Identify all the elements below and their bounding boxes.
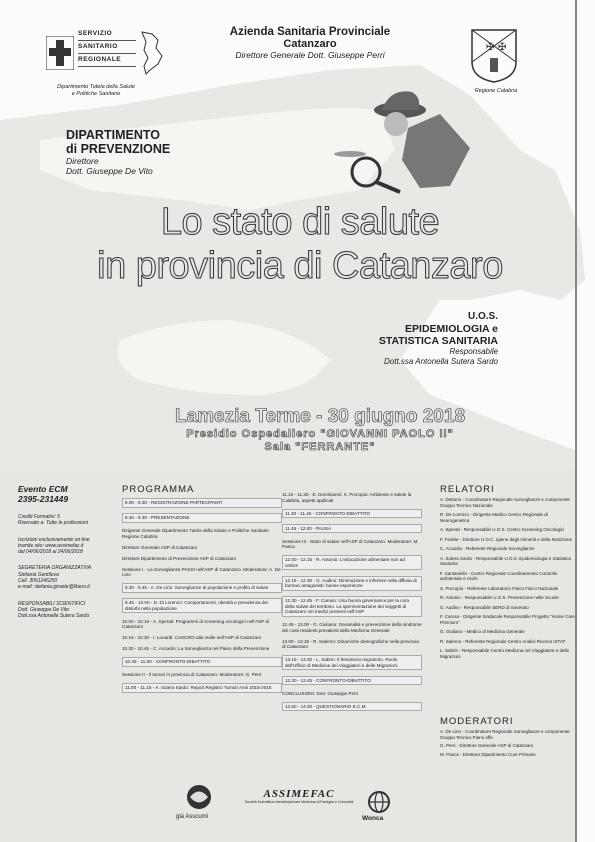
uos-role: Responsabile bbox=[449, 347, 498, 356]
program-item: 13.30 - 13.45 - CONFRONTO-DIBATTITO bbox=[282, 676, 422, 686]
main-title bbox=[40, 200, 560, 288]
scientific-line: RESPONSABILI SCIENTIFICI bbox=[18, 600, 86, 607]
department-line-1: DIPARTIMENTO bbox=[66, 128, 160, 142]
relatori-heading: RELATORI bbox=[440, 484, 495, 495]
department-block bbox=[66, 128, 170, 176]
uos-responsible: Dott.ssa Antonella Sutera Sardo bbox=[384, 357, 498, 366]
program-item: 11.30 - 11.45 - CONFRONTO-DIBATTITO bbox=[282, 509, 422, 519]
event-info bbox=[100, 406, 540, 454]
speaker-item: G. Giuliano - Medico di Medicina Generale bbox=[440, 629, 525, 634]
org-city: Catanzaro bbox=[283, 38, 337, 50]
speaker-item: F. Caruso - Dirigente Sindacale Responsabile Progetto "Home Care Premium" bbox=[440, 614, 575, 625]
speaker-item: F. Santaniello - Centro Regionale Coordinamento Controllo ambientale e rischi bbox=[440, 570, 558, 581]
org-name: Azienda Sanitaria Provinciale bbox=[229, 26, 391, 38]
ecm-title: Evento ECM bbox=[18, 484, 68, 494]
uos-line-3: STATISTICA SANITARIA bbox=[378, 335, 498, 347]
program-item: Sessione I - La Sorveglianza PASSI nell'ASP di Catanzaro. Moderatore: A. De Lirio bbox=[122, 566, 281, 577]
speaker-item: R. Salerno - Referente Regionale Centro Analisi Ricerca ISTAT bbox=[440, 638, 566, 644]
program-item: 10.30 - 10.45 - C. Accardo: La Sorveglianza nel Piano della Prevenzione bbox=[122, 646, 270, 651]
uos-block bbox=[300, 311, 498, 367]
program-item: 12.45 - 13.00 - G. Giuliano: Geoanalisi e prevenzione della sindrome dei costi residenti prevalenti della Medicina Generale bbox=[282, 622, 422, 633]
speaker-item: S. Procopio - Referente Laboratorio Fisico Fisico Nazionale bbox=[440, 585, 559, 591]
registration-block bbox=[18, 537, 108, 556]
speaker-item: A. Dettorio - Coordinatore Regionale Sorveglianze e componente Gruppo Tecnico Nazionale bbox=[440, 497, 570, 508]
programma-list bbox=[122, 498, 282, 698]
assimefac-logo bbox=[244, 788, 354, 805]
scientific-block bbox=[18, 601, 108, 620]
svg-text:✠: ✠ bbox=[486, 42, 495, 53]
programma-heading: PROGRAMMA bbox=[122, 484, 195, 495]
relatori-list bbox=[440, 497, 575, 663]
title-line-2: in provincia di Catanzaro bbox=[97, 245, 503, 287]
program-item: 11.45 - 12.00 - PAUSA bbox=[282, 524, 422, 534]
speaker-item: C. Accardo - Referente Regionale Sorveglianze bbox=[440, 546, 535, 551]
uos-line-1: U.O.S. bbox=[467, 311, 498, 322]
ssr-line-1: SERVIZIO bbox=[78, 28, 136, 41]
secretariat-line: Stefania Gentiluva bbox=[18, 571, 59, 578]
department-director: Dott. Giuseppe De Vito bbox=[66, 166, 153, 176]
speaker-item: R. De Lorenzo - Dirigente Medico Centro Regionale di Neurogenetica bbox=[440, 512, 548, 523]
program-item: 11.15 - 11.30 - E. Dominianni: S. Procopio: Ambiente e salute la Calabria, aspetti applicati bbox=[282, 492, 412, 503]
secretariat-block bbox=[18, 565, 108, 590]
credits-line: Crediti Formativi: 5 bbox=[18, 514, 60, 520]
event-place-date: Lamezia Terme - 30 giugno 2018 bbox=[174, 406, 466, 427]
program-item: Dirigente Generale Dipartimento Tutela della Salute e Politiche Sanitarie Regione Calabria bbox=[122, 528, 269, 539]
credits-block bbox=[18, 514, 108, 527]
event-room: Sala "FERRANTE" bbox=[264, 441, 376, 453]
moderatori-heading: MODERATORI bbox=[440, 716, 514, 727]
scientific-line: Dott.ssa Antonella Sutera Sardo bbox=[18, 613, 90, 620]
program-item: 12.30 - 12.45 - F. Caruso: Una buona governance per la cura della salute del territorio. La sperimentazione dei soggetti di Catanzaro nei medici presenti nell'ASP bbox=[282, 596, 422, 617]
ecm-code: 2395-231449 bbox=[18, 494, 69, 504]
program-item: 8.30 - 9.30 - PRESENTAZIONE bbox=[122, 513, 282, 523]
asscumi-caption: già Asscumi bbox=[176, 814, 209, 820]
registration-link[interactable]: tramite sito: www.assimefac.it bbox=[18, 542, 84, 549]
speaker-item: L. Sabrin - Responsabile Centro Medicina nel Viaggiatore e delle Migrazioni bbox=[440, 648, 569, 659]
director-general: Direttore Generale Dott. Giuseppe Perri bbox=[235, 50, 385, 60]
program-item: 10.00 - 10.15 - A. Sperati: Programmi di screening oncologici nell'ASP di Catanzaro bbox=[122, 618, 270, 629]
program-item: Sessione II - Il tumori in provincia di Catanzaro. Moderatore: G. Perri bbox=[122, 672, 262, 677]
program-item: 13.00 - 13.15 - R. Salerno: Dinamiche demografiche nella provincia di Catanzaro bbox=[282, 638, 419, 649]
program-item: 9.30 - 9.45 - A. De Lirio: Sorveglianze di popolazione e profilo di salute bbox=[122, 583, 282, 593]
page-edge-line bbox=[575, 0, 577, 842]
speaker-item: A. Sperati - Responsabile U.O.S. Centro Screening Oncologici bbox=[440, 527, 565, 532]
speaker-item: G. Audino - Responsabile SERD di Soverato bbox=[440, 604, 529, 610]
wonca-globe-icon bbox=[365, 790, 393, 814]
moderatori-list bbox=[440, 729, 575, 760]
program-item: Sessione III - Stato di salute nell'ASP di Catanzaro. Moderatore: M. Pasca bbox=[282, 538, 419, 549]
ssr-logo-text bbox=[78, 28, 136, 67]
regione-calabria-crest-icon bbox=[466, 28, 522, 84]
region-caption: Regione Calabria bbox=[474, 88, 518, 94]
program-item: Direttore Dipartimento di Prevenzione ASP di Catanzaro bbox=[122, 555, 237, 561]
speaker-item: R. Antonio - Responsabile U.O.S. Prevenzione nelle Scuole bbox=[440, 595, 559, 600]
speaker-item: F. Fedele - Direttore U.O.C. Igiene degli Alimenti e della Nutrizione bbox=[440, 536, 573, 542]
header-org bbox=[190, 26, 430, 60]
scientific-line: Dott. Giuseppe De Vito bbox=[18, 606, 70, 613]
program-item: 9.45 - 10.00 - D. Di Lorenzo: Comportamenti, obesità e prevalenza dei disturbi nella popolazione bbox=[122, 598, 282, 613]
program-item: 8.00 - 8.30 - REGISTRAZIONE PARTECIPANTI bbox=[122, 498, 282, 508]
program-item: 13.50 - 14.00 - QUESTIONARIO E.C.M. bbox=[282, 702, 422, 712]
moderator-item: A. De Lirio - Coordinatore Regionale Sorveglianze e componente Gruppo Tecnico Piano effe bbox=[440, 729, 570, 740]
credits-line: Riservato a: Tutte le professioni bbox=[18, 520, 88, 527]
ssr-line-3: REGIONALE bbox=[78, 54, 136, 67]
speaker-item: A. Sutera Sardo - Responsabile U.O.S. Epidemiologia e Statistica Sanitaria bbox=[440, 555, 571, 566]
asscumi-logo-icon bbox=[182, 782, 216, 812]
assimefac-name: ASSIMEFAC bbox=[263, 788, 335, 800]
title-line-1: Lo stato di salute bbox=[160, 201, 440, 243]
moderator-item: M. Pasca - Direttore Dipartimento Cure Primarie bbox=[440, 751, 536, 757]
secretariat-line: Cell. 3061246250 bbox=[18, 578, 58, 585]
program-item: 10.15 - 10.30 - I. Lunardi: CANCRO alla malle nell'ASP di Catanzaro bbox=[122, 635, 262, 640]
department-line-2: di PREVENZIONE bbox=[66, 142, 171, 156]
svg-text:✠: ✠ bbox=[498, 42, 507, 53]
secretariat-line: SEGRETERIA ORGANIZZATIVA bbox=[18, 565, 92, 572]
left-info-column bbox=[18, 484, 108, 620]
event-venue: Presidio Ospedaliero "GIOVANNI PAOLO II" bbox=[186, 428, 454, 440]
ssr-cross-logo-icon bbox=[46, 36, 74, 70]
program-item: 13.15 - 13.30 - L. Sabrin: Il fenomeno migratorio. Ruolo dell'Ufficio di Medicina dei Viaggiatori e delle Migrazioni bbox=[282, 655, 422, 670]
program-item: Direttore Generale ASP di Catanzaro bbox=[122, 544, 198, 550]
program-item: 12.00 - 12.15 - R. Antonio: L'educazione alimentare non ad ombre bbox=[282, 555, 422, 570]
department-role: Direttore bbox=[66, 156, 99, 166]
program-middle-list bbox=[282, 492, 422, 717]
uos-line-2: EPIDEMIOLOGIA e bbox=[405, 323, 498, 335]
logo-subtitle: Dipartimento Tutela della Salute e Politiche Sanitarie bbox=[57, 84, 135, 97]
ssr-line-2: SANITARIO bbox=[78, 41, 136, 54]
wonca-caption: Wonca bbox=[362, 815, 384, 822]
program-item: 11.00 - 11.15 - A. Sutera Sardo: Report Registro Tumori Anni 2015-2016 bbox=[122, 683, 282, 693]
secretariat-email[interactable]: e-mail: stefania.ginarte@libero.it bbox=[18, 584, 90, 591]
registration-line: Iscrizioni esclusivamente on-line bbox=[18, 536, 90, 543]
moderator-item: G. Perri - Direttore Generale ASP di Catanzaro bbox=[440, 743, 534, 748]
registration-line: dal 04/06/2018 al 24/06/2018 bbox=[18, 549, 83, 556]
assimefac-subtitle: Società Scientifica Interdisciplinare Medicina di Famiglia e Comunità bbox=[244, 800, 354, 804]
detective-illustration bbox=[330, 88, 480, 198]
program-item: 10.45 - 11.00 - CONFRONTO-DIBATTITO bbox=[122, 657, 282, 667]
program-item: 12.15 - 12.30 - G. Audino: Diminuzione e infezioni nella diffusa di farmaci antagonisti: buone esperienze bbox=[282, 576, 422, 591]
calabria-outline-icon bbox=[138, 30, 164, 76]
program-item: CONCLUSIONI: Dott. Giuseppe Perri bbox=[282, 690, 359, 696]
